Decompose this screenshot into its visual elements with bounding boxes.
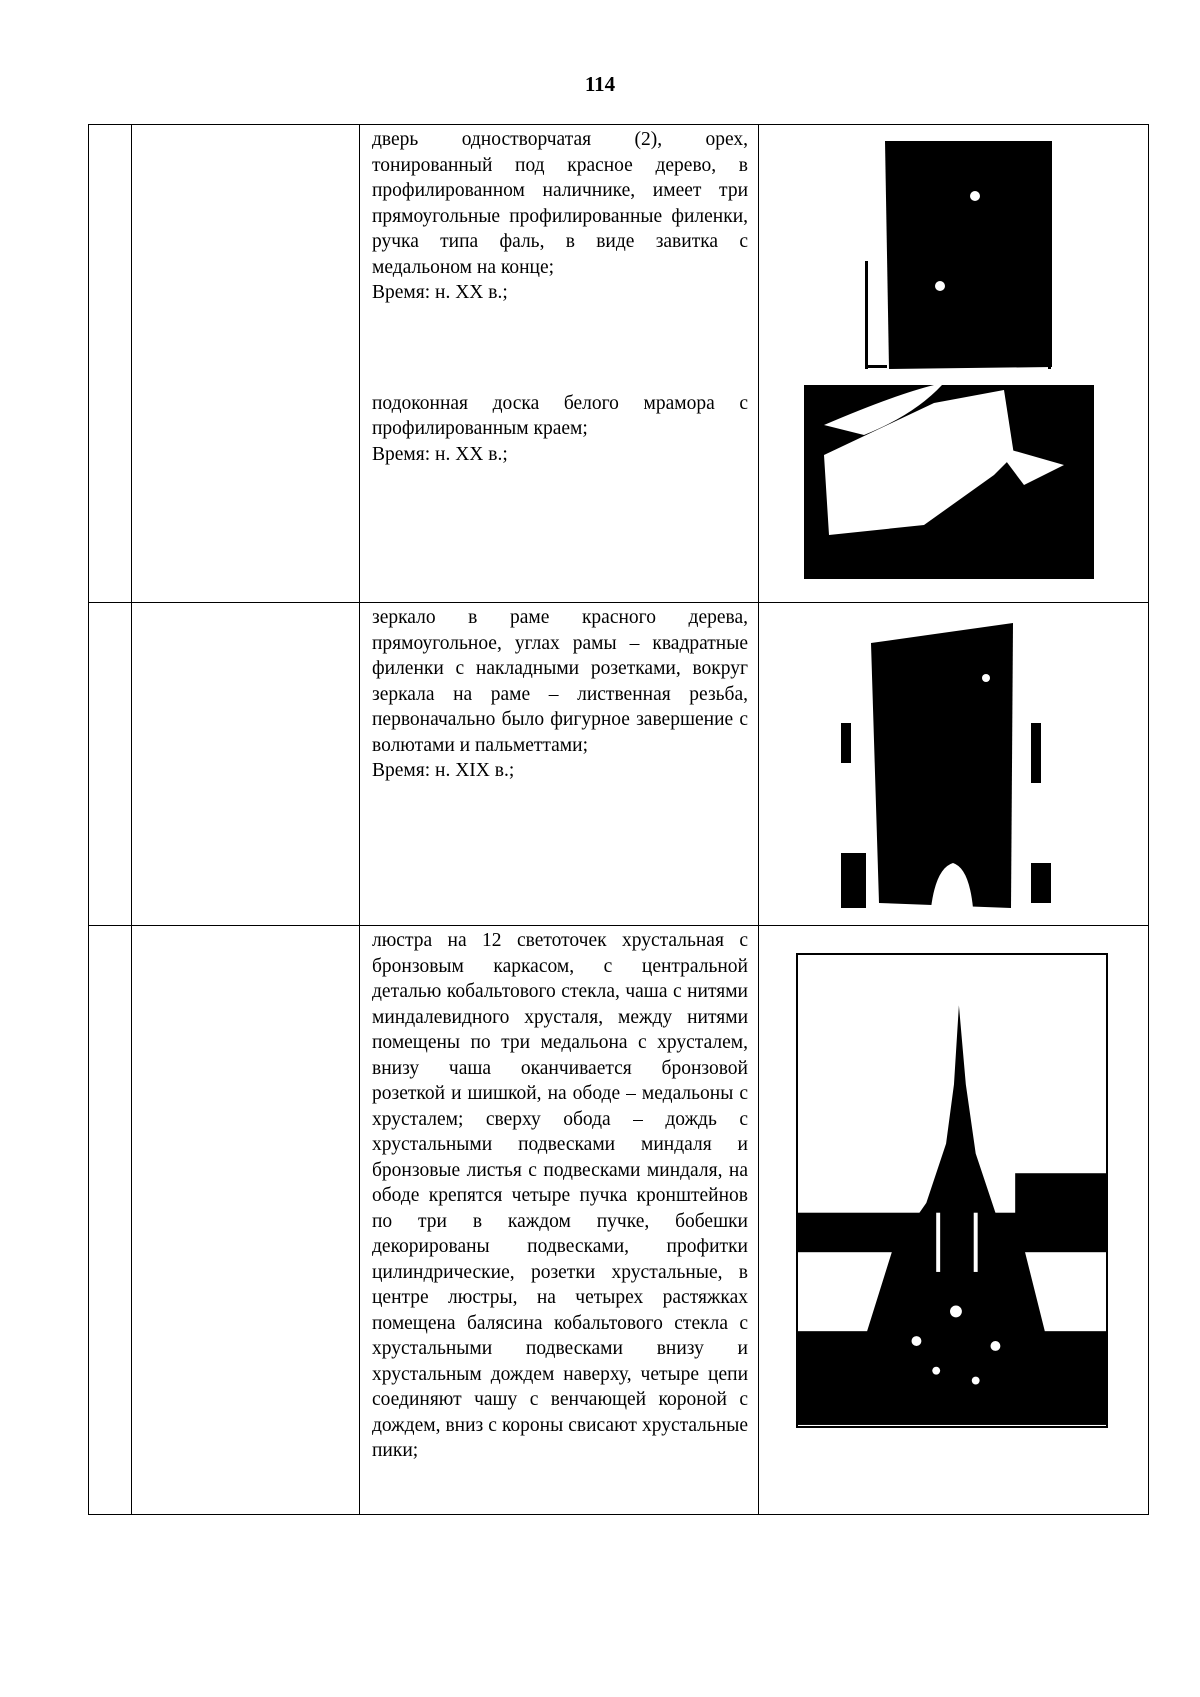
number-cell (89, 926, 132, 1515)
photo-cell (759, 603, 1149, 926)
item-description: дверь одностворчатая (2), орех, тонированный под красное дерево, в профилированном наличнике, имеет три прямоугольные профилированные филенки, ручка типа фаль, в виде завитка с медальоном на конце; (372, 129, 748, 278)
item-description: подоконная доска белого мрамора с профилированным краем; (372, 392, 748, 439)
photo-cell (759, 125, 1149, 603)
page-number: 114 (584, 72, 616, 96)
number-cell (89, 603, 132, 926)
table-row (89, 926, 1149, 1515)
item-description: зеркало в раме красного дерева, прямоугольное, углах рамы – квадратные филенки с накладными розетками, вокруг зеркала на раме – лиственная резьба, первоначально было фигурное завершение с волютами и пальметтами; (372, 607, 748, 756)
windowsill-photo (804, 385, 1094, 579)
photo-cell (759, 926, 1149, 1515)
description-cell (360, 125, 759, 603)
chandelier-photo (796, 953, 1108, 1428)
table-row (89, 603, 1149, 926)
table-row (89, 125, 1149, 603)
name-cell (132, 603, 360, 926)
item-period: Время: н. XX в.; (372, 443, 508, 465)
name-cell (132, 125, 360, 603)
door-photo (865, 141, 1052, 369)
mirror-photo (841, 623, 1066, 913)
item-period: Время: н. XIX в.; (372, 760, 515, 781)
description-cell (360, 603, 759, 926)
item-period: Время: н. XX в.; (372, 282, 508, 303)
name-cell (132, 926, 360, 1515)
item-description: люстра на 12 светоточек хрустальная с бронзовым каркасом, с центральной деталью кобальтового стекла, чаша с нитями миндалевидного хрусталя, между нитями помещены по три медальона с хрусталем, внизу чаша оканчивается бронзовой розеткой и шишкой, на ободе – медальоны с хрусталем; сверху обода – дождь с хрустальными подвесками миндаля и бронзовые листья с подвесками миндаля, на ободе крепятся четыре пучка кронштейнов по три в каждом пучке, бобешки декорированы подвесками, профитки цилиндрические, розетки хрустальные, в центре люстры, на четырех растяжках помещена балясина кобальтового стекла с хрустальными подвесками внизу и хрустальным дождем наверху, четыре цепи соединяют чашу с венчающей короной с дождем, вниз с короны свисают хрустальные пики; (372, 930, 748, 1461)
number-cell (89, 125, 132, 603)
inventory-table (88, 124, 1149, 1515)
description-cell (360, 926, 759, 1515)
